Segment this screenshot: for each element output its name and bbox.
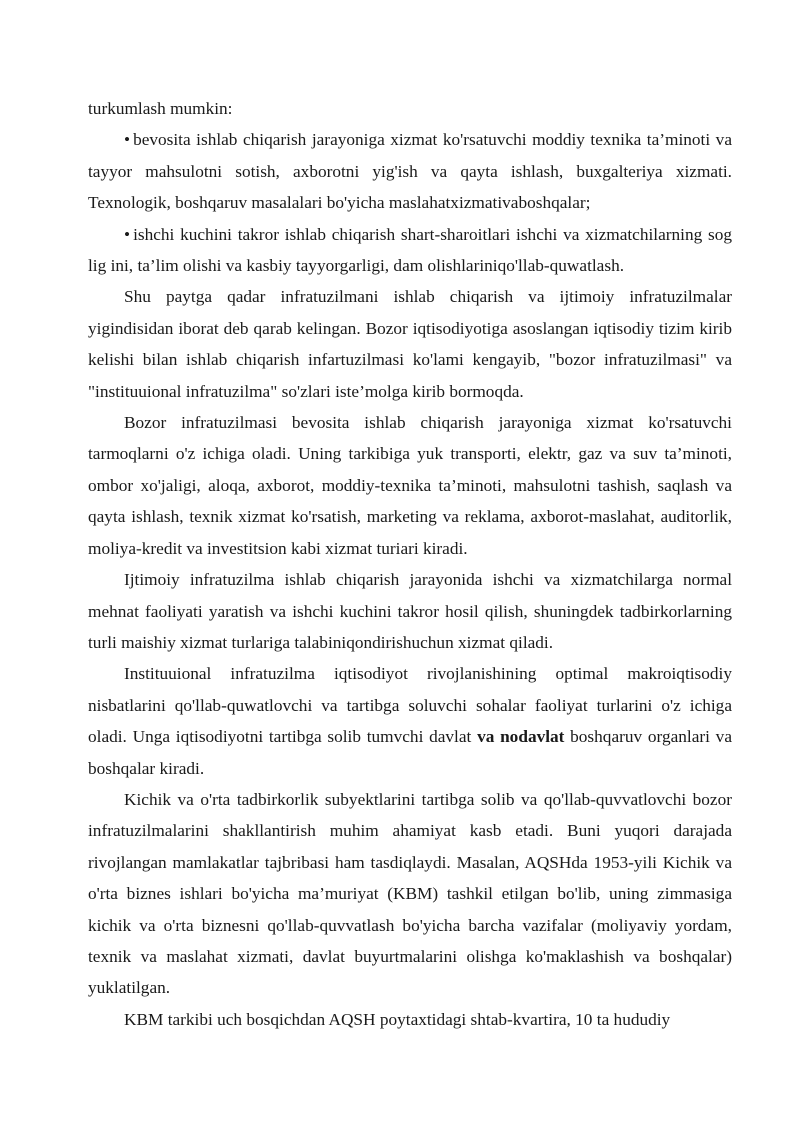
document-page <box>88 93 732 1035</box>
paragraph-small-business: Kichik va o'rta tadbirkorlik subyektlarini tartibga solib va qo'llab-quvvatlovchi bozor infratuzilmalarini shakllantirish muhim ahamiyat kasb etadi. Buni yuqori darajada rivojlangan mamlakatlar tajbribasi ham tasdiqlaydi. Masalan, AQSHda 1953-yili Kichik va o'rta biznes ishlari bo'yicha ma’muriyat (KBM) tashkil etilgan bo'lib, uning zimmasiga kichik va o'rta biznesni qo'llab-quvvatlash bo'yicha barcha vazifalar (moliyaviy yordam, texnik va maslahat xizmati, davlat buyurtmalarini olishga ko'maklashish va boshqalar) yuklatilgan. <box>88 789 732 998</box>
paragraph-infrastructure-history: Shu paytga qadar infratuzilmani ishlab chiqarish va ijtimoiy infratuzilmalar yigindisidan iborat deb qarab kelingan. Bozor iqtisodiyotiga asoslangan iqtisodiy tizim kirib kelishi bilan ishlab chiqarish infartuzilmasi ko'lami kengayib, "bozor infratuzilmasi" va "instituuional infratuzilma" so'zlari iste’molga kirib bormoqda. <box>88 287 732 401</box>
paragraph-kbm-structure: KBM tarkibi uch bosqichdan AQSH poytaxtidagi shtab-kvartira, 10 ta hududiy <box>124 1009 671 1029</box>
bullet-icon: • <box>124 130 131 150</box>
bullet-icon: • <box>124 224 131 244</box>
paragraph-intro: turkumlash mumkin: <box>88 99 233 118</box>
bullet-item-1-text: bevosita ishlab chiqarish jarayoniga xizmat ko'rsatuvchi moddiy texnika ta’minoti va tayyor mahsulotni sotish, axborotni yig'ish va qayta ishlash, buxgalteriya xizmati. Texnologik, boshqaruv masalalari bo'yicha maslahatxizmativaboshqalar; <box>88 130 732 213</box>
paragraph-institutional-infrastructure <box>88 658 732 784</box>
paragraph-social-infrastructure: Ijtimoiy infratuzilma ishlab chiqarish jarayonida ishchi va xizmatchilarga normal mehnat faoliyati yaratish va ishchi kuchini takror hosil qilish, shuningdek tadbirkorlarning turli maishiy xizmat turlariga talabiniqondirishuchun xizmat qiladi. <box>88 570 732 652</box>
paragraph-market-infrastructure: Bozor infratuzilmasi bevosita ishlab chiqarish jarayoniga xizmat ko'rsatuvchi tarmoqlarni o'z ichiga oladi. Uning tarkibiga yuk transporti, elektr, gaz va suv ta’minoti, ombor xo'jaligi, aloqa, axborot, moddiy-texnika ta’minoti, mahsulotni tashish, saqlash va qayta ishlash, texnik xizmat ko'rsatish, marketing va reklama, axborot-maslahat, auditorlik, moliya-kredit va investitsion kabi xizmat turiari kiradi. <box>88 413 732 558</box>
bullet-item-2-text: ishchi kuchini takror ishlab chiqarish shart-sharoitlari ishchi va xizmatchilarning sog lig ini, ta’lim olishi va kasbiy tayyorgarligi, dam olishlariniqo'llab-quwatlash. <box>88 224 732 276</box>
paragraph-institutional-text-b: boshqaruv organlari va boshqalar kiradi. <box>88 727 732 778</box>
bullet-item-1 <box>88 124 732 218</box>
paragraph-institutional-text-a: Instituuional infratuzilma iqtisodiyot rivojlanishining optimal makroiqtisodiy nisbatlarini qo'llab-quwatlovchi va tartibga soluvchi sohalar faoliyat turlarini o'z ichiga oladi. Unga iqtisodiyotni tartibga solib tumvchi davlat <box>88 664 732 747</box>
bullet-item-2 <box>88 219 732 282</box>
paragraph-institutional-bold: va nodavlat <box>477 727 565 747</box>
